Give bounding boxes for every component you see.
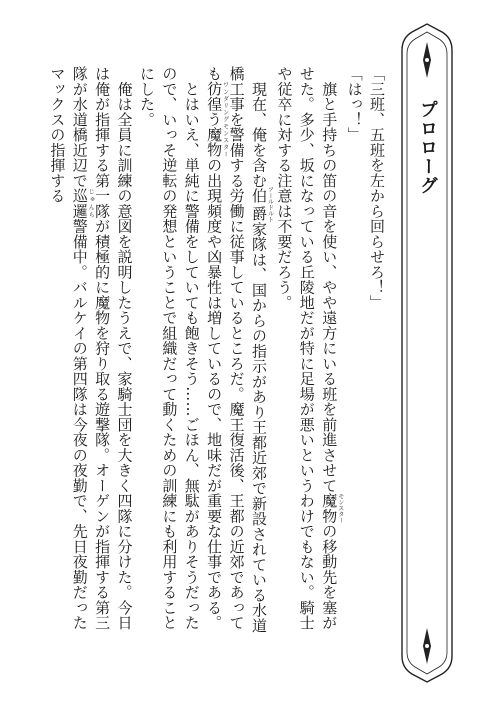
ruby-hakushaku	[249, 186, 274, 223]
ruby-text: ワンダリングモンスター	[221, 81, 229, 158]
ruby-base: 巡邏	[70, 188, 89, 219]
paragraph	[203, 66, 273, 641]
paragraph: 「三班、五班を左から回らせろ！」	[368, 66, 386, 310]
paragraph: とはいえ、単純に警備をしていても飽きそう……ごほん、無駄がありそうだったので、いっそ逆転の発想ということで組織だって動くための訓練にも利用することにした。	[137, 66, 201, 631]
ruby-base: 魔物	[320, 493, 339, 524]
body-text	[48, 66, 388, 641]
paragraph	[46, 66, 136, 641]
text-run: の出現頻度や凶暴性は増しているので、地味だが重要な仕事である。	[205, 157, 224, 631]
ruby-junra	[70, 188, 95, 219]
text-run: 現在、俺を含む	[249, 66, 268, 188]
text-run: 俺は全員に訓練の意図を説明したうえで、家騎士団を大きく四隊に分けた。今日は俺が指揮する第一隊が積極的に魔物を狩り取る遊撃隊。オーゲンが指揮する第三隊が水道橋近辺で	[70, 66, 134, 631]
ruby-monster	[320, 493, 344, 524]
chapter-title: プロローグ	[417, 100, 438, 195]
ruby-text: アールドルト	[266, 186, 274, 223]
ruby-text: じゅんら	[87, 188, 95, 219]
text-run: 家隊は、国からの指示があり王都近郊で新設されている水道橋工事を警備する労働に従事しているところだ。魔王復活後、王都の近郊であっても	[205, 66, 268, 633]
text-run: 旗と手持ちの笛の音を使い、やや遠方にいる班を前進させて	[320, 66, 339, 493]
text-run: 警備中。バルケイの第四隊は今夜の夜勤で、先日夜勤だったマックスの指揮する	[48, 66, 89, 631]
ruby-base: 伯爵	[249, 186, 268, 223]
ruby-base: 彷徨う魔物	[205, 81, 224, 158]
ruby-wandering-monster	[205, 81, 229, 158]
paragraph	[273, 66, 343, 641]
paragraph: 「はっ！」	[345, 66, 364, 143]
ruby-text: モンスター	[336, 493, 344, 524]
text-run: の移動先を塞がせた。多少、坂になっている丘陵地だが特に足場が悪いというわけでもない。騎士や従卒に対する注意は不要だろう。	[275, 66, 339, 631]
